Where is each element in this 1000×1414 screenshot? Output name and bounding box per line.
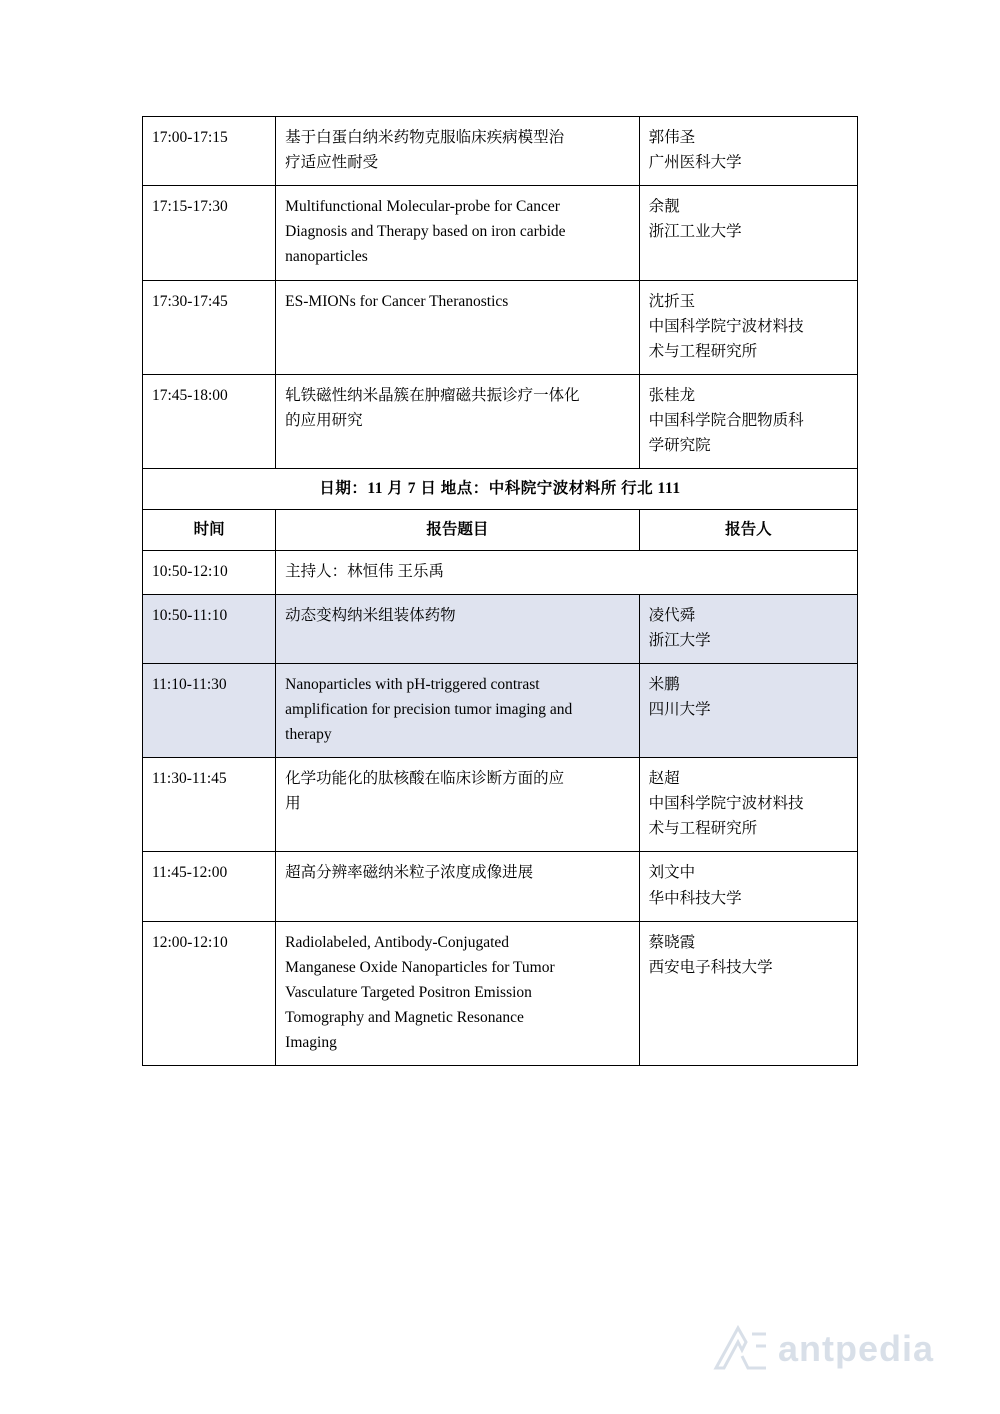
cell-title	[276, 594, 640, 663]
cell-time: 11:10-11:30	[143, 663, 276, 757]
cell-title	[276, 758, 640, 852]
cell-speaker	[639, 758, 857, 852]
title-line: Radiolabeled, Antibody-Conjugated	[285, 933, 510, 951]
cell-speaker	[639, 921, 857, 1066]
title-line: nanoparticles	[285, 248, 368, 266]
cell-title	[276, 280, 640, 374]
section-banner-row	[143, 469, 858, 510]
section-banner: 日期：11 月 7 日 地点：中科院宁波材料所 行北 111	[143, 469, 858, 510]
title-line: 用	[285, 795, 301, 813]
table-row	[143, 186, 858, 280]
cell-title	[276, 117, 640, 186]
table-row	[143, 280, 858, 374]
speaker-line: 术与工程研究所	[648, 820, 758, 838]
speaker-line: 沈折玉	[648, 292, 696, 310]
speaker-line: 华中科技大学	[648, 889, 742, 907]
speaker-line: 学研究院	[648, 437, 711, 455]
cell-time: 11:30-11:45	[143, 758, 276, 852]
title-line: Multifunctional Molecular-probe for Cancer	[285, 198, 560, 216]
title-line: 超高分辨率磁纳米粒子浓度成像进展	[285, 864, 534, 882]
cell-speaker	[639, 280, 857, 374]
title-line: therapy	[285, 725, 332, 743]
cell-speaker	[639, 852, 857, 921]
table-row	[143, 758, 858, 852]
title-line: 基于白蛋白纳米药物克服临床疾病模型治	[285, 129, 565, 146]
schedule-table	[142, 116, 858, 1066]
title-line: 化学功能化的肽核酸在临床诊断方面的应	[285, 770, 565, 788]
speaker-line: 中国科学院宁波材料技	[648, 795, 804, 813]
title-line: 的应用研究	[285, 411, 363, 429]
speaker-line: 术与工程研究所	[648, 342, 758, 360]
speaker-line: 凌代舜	[648, 606, 696, 624]
title-line: Manganese Oxide Nanoparticles for Tumor	[285, 958, 555, 976]
cell-time: 17:15-17:30	[143, 186, 276, 280]
speaker-line: 四川大学	[648, 700, 711, 718]
cell-speaker	[639, 663, 857, 757]
title-line: ES-MIONs for Cancer Theranostics	[285, 292, 509, 310]
speaker-line: 浙江大学	[648, 631, 711, 649]
chair-time: 10:50-12:10	[143, 551, 276, 594]
watermark	[712, 1314, 962, 1386]
speaker-line: 中国科学院合肥物质科	[648, 411, 804, 429]
cell-speaker	[639, 186, 857, 280]
speaker-line: 蔡晓霞	[648, 933, 696, 951]
table-row	[143, 374, 858, 468]
speaker-line: 余靓	[648, 198, 680, 216]
title-line: Diagnosis and Therapy based on iron carbide	[285, 223, 566, 241]
table-row	[143, 594, 858, 663]
table-row	[143, 663, 858, 757]
cell-title	[276, 374, 640, 468]
speaker-line: 浙江工业大学	[648, 223, 742, 241]
cell-time: 12:00-12:10	[143, 921, 276, 1066]
cell-title	[276, 663, 640, 757]
speaker-line: 广州医科大学	[648, 154, 742, 172]
cell-title	[276, 921, 640, 1066]
table-row	[143, 117, 858, 186]
speaker-line: 刘文中	[648, 864, 696, 882]
title-line: Imaging	[285, 1034, 337, 1052]
title-line: amplification for precision tumor imaging and	[285, 700, 573, 718]
cell-speaker	[639, 374, 857, 468]
cell-time: 11:45-12:00	[143, 852, 276, 921]
title-line: Vasculature Targeted Positron Emission	[285, 983, 532, 1001]
title-line: Nanoparticles with pH-triggered contrast	[285, 675, 540, 693]
title-line: 疗适应性耐受	[285, 154, 379, 172]
column-header-speaker: 报告人	[639, 510, 857, 551]
table-row	[143, 921, 858, 1066]
cell-time: 17:45-18:00	[143, 374, 276, 468]
cell-time: 17:00-17:15	[143, 117, 276, 186]
title-line: 轧铁磁性纳米晶簇在肿瘤磁共振诊疗一体化	[285, 386, 580, 404]
cell-time: 10:50-11:10	[143, 594, 276, 663]
cell-time: 17:30-17:45	[143, 280, 276, 374]
cell-title	[276, 852, 640, 921]
watermark-text: antpedia	[778, 1328, 935, 1369]
cell-speaker	[639, 117, 857, 186]
cell-speaker	[639, 594, 857, 663]
antpedia-logo-icon	[712, 1322, 770, 1374]
cell-title	[276, 186, 640, 280]
title-line: Tomography and Magnetic Resonance	[285, 1008, 524, 1026]
table-row	[143, 852, 858, 921]
column-header-time: 时间	[143, 510, 276, 551]
speaker-line: 中国科学院宁波材料技	[648, 317, 804, 335]
chair-text: 主持人：林恒伟 王乐禹	[276, 551, 858, 594]
speaker-line: 米鹏	[648, 675, 680, 693]
column-header-row	[143, 510, 858, 551]
speaker-line: 张桂龙	[648, 386, 696, 404]
speaker-line: 西安电子科技大学	[648, 958, 773, 976]
speaker-line: 郭伟圣	[648, 129, 696, 146]
chair-row	[143, 551, 858, 594]
title-line: 动态变构纳米组装体药物	[285, 606, 456, 624]
table-body	[143, 117, 858, 1066]
column-header-title: 报告题目	[276, 510, 640, 551]
speaker-line: 赵超	[648, 770, 680, 788]
